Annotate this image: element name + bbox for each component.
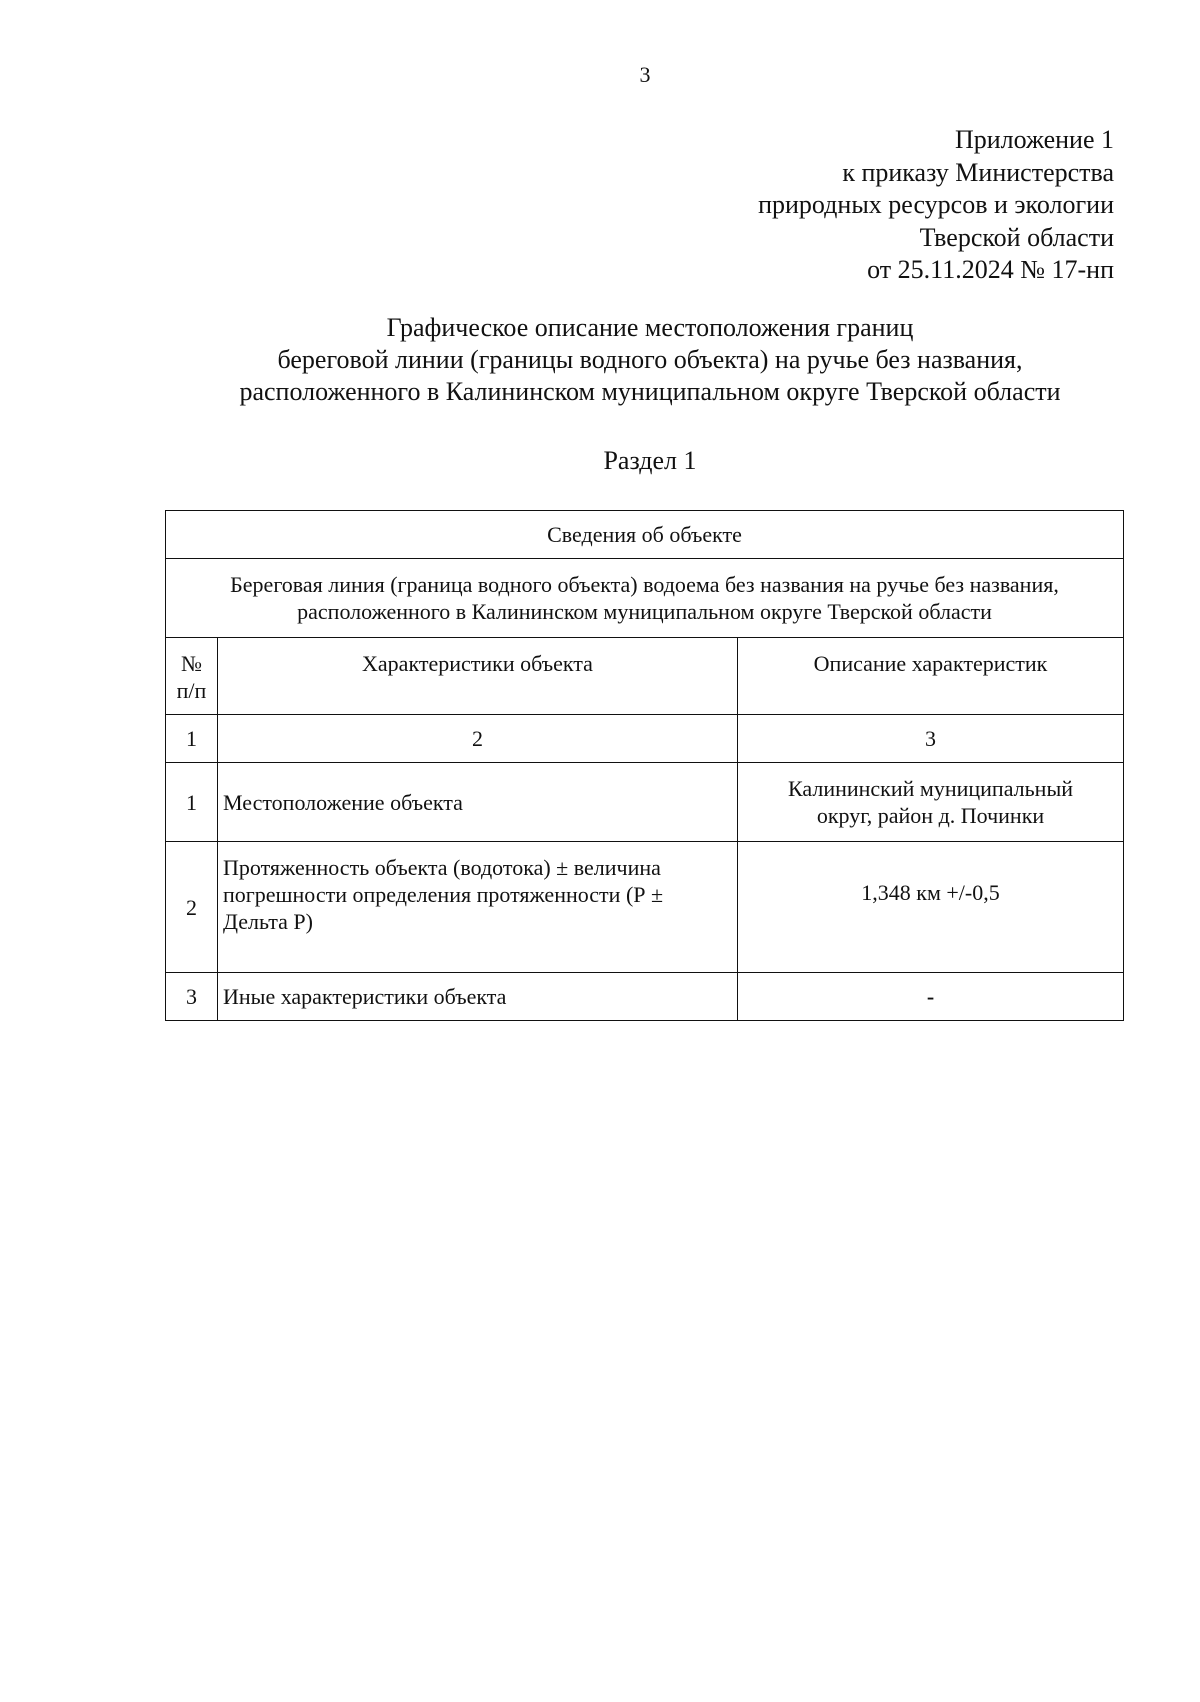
title-line: береговой линии (границы водного объекта) на ручье без названия, [277, 345, 1023, 374]
appendix-line: к приказу Министерства [842, 157, 1114, 187]
appendix-line: природных ресурсов и экологии [758, 190, 1114, 219]
section-title: Раздел 1 [603, 446, 697, 475]
col-num-line: п/п [176, 678, 207, 703]
object-name-cell [166, 559, 1124, 638]
appendix-line: Приложение 1 [954, 125, 1114, 154]
row-characteristic-line: Протяженность объекта (водотока) ± величина [223, 855, 661, 880]
col-index-cell: 1 [166, 715, 218, 763]
title-line: Графическое описание местоположения границ [386, 313, 914, 342]
row-characteristic-line: погрешности определения протяженности (Р ± [223, 882, 664, 907]
row-characteristic: Иные характеристики объекта [218, 973, 738, 1021]
row-num: 3 [166, 973, 218, 1021]
row-description-line: округ, район д. Починки [816, 803, 1045, 828]
table-row [166, 763, 1124, 842]
row-description: 1,348 км +/-0,5 [738, 842, 1124, 973]
row-characteristic-line: Дельта Р) [223, 909, 313, 934]
object-info-table [165, 510, 1124, 1021]
row-description [738, 763, 1124, 842]
col-description-header: Описание характеристик [738, 638, 1124, 715]
table-row [166, 973, 1124, 1021]
col-num-line: № [181, 651, 202, 676]
col-num-header [166, 638, 218, 715]
col-index-cell: 2 [218, 715, 738, 763]
appendix-date-line: от 25.11.2024 № 17-нп [867, 255, 1114, 284]
row-description: - [738, 973, 1124, 1021]
appendix-line: Тверской области [919, 222, 1114, 252]
table-header: Сведения об объекте [166, 511, 1124, 559]
object-name-line: расположенного в Калининском муниципальном округе Тверской области [297, 599, 992, 624]
table-header-row [166, 511, 1124, 559]
document-title [150, 312, 1150, 408]
column-header-row [166, 638, 1124, 715]
row-num: 1 [166, 763, 218, 842]
title-line: расположенного в Калининском муниципальном округе Тверской области [239, 377, 1061, 406]
object-name-row [166, 559, 1124, 638]
row-description-line: Калининский муниципальный [788, 776, 1074, 801]
col-index-cell: 3 [738, 715, 1124, 763]
row-characteristic: Местоположение объекта [218, 763, 738, 842]
row-characteristic [218, 842, 738, 973]
page-number: 3 [639, 62, 651, 87]
col-characteristic-header: Характеристики объекта [218, 638, 738, 715]
object-name-line: Береговая линия (граница водного объекта) водоема без названия на ручье без названия, [230, 572, 1059, 597]
appendix-block [758, 124, 1114, 287]
table-row [166, 842, 1124, 973]
column-index-row [166, 715, 1124, 763]
row-num: 2 [166, 842, 218, 973]
